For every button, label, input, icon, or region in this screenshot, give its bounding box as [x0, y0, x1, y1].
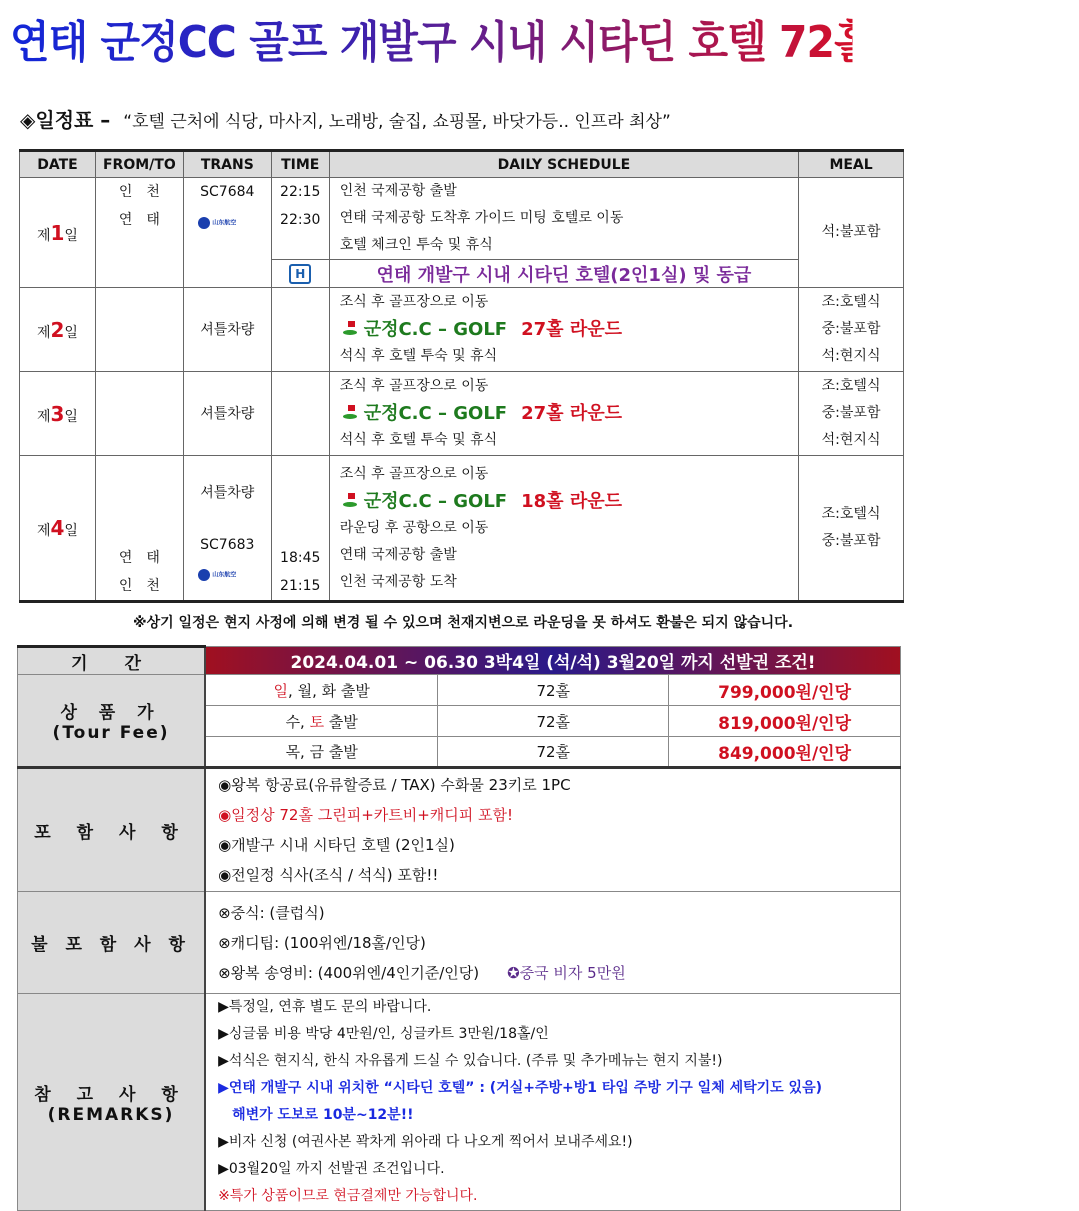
day4-meal: 조:호텔식 중:불포함 — [799, 456, 904, 602]
day2-label: 제2일 — [20, 288, 96, 372]
day4-fromto: 연 태 인 천 — [95, 456, 183, 602]
col-meal: MEAL — [799, 151, 904, 178]
col-date: DATE — [20, 151, 96, 178]
day3-time — [271, 372, 329, 456]
price-days-1: 일, 월, 화 출발 — [205, 675, 438, 706]
day1-hotel: 연태 개발구 시내 시타딘 호텔(2인1실) 및 동급 — [329, 260, 798, 288]
price-table — [17, 645, 901, 1211]
hotel-icon: H — [289, 264, 311, 284]
airline-logo: 山东航空 — [198, 217, 256, 235]
day1-time: 22:15 22:30 — [271, 178, 329, 260]
day1-schedule: 인천 국제공항 출발 연태 국제공항 도착후 가이드 미팅 호텔로 이동 호텔 체크인 투숙 및 휴식 — [329, 178, 798, 260]
price-amount-3: 849,000원/인당 — [669, 737, 901, 768]
excludes-label: 불 포 함 사 항 — [18, 892, 206, 994]
excludes-list: ⊗중식: (클럽식) ⊗캐디팁: (100위엔/18홀/인당) ⊗왕복 송영비: (400위엔/4인기준/인당) ✪중국 비자 5만원 — [205, 892, 900, 994]
period-value: 2024.04.01 ~ 06.30 3박4일 (석/석) 3월20일 까지 선발권 조건! — [205, 647, 900, 675]
price-row-1 — [18, 675, 901, 706]
day3-trans: 셔틀차량 — [183, 372, 271, 456]
day1-trans: SC7684 山东航空 — [183, 178, 271, 288]
col-schedule: DAILY SCHEDULE — [329, 151, 798, 178]
day2-row — [20, 288, 904, 372]
hotel-icon-cell — [271, 260, 329, 288]
price-amount-2: 819,000원/인당 — [669, 706, 901, 737]
schedule-label: ◈일정표 – — [20, 108, 111, 132]
day3-meal: 조:호텔식 중:불포함 석:현지식 — [799, 372, 904, 456]
day1-label: 제1일 — [20, 178, 96, 288]
day4-time: 18:45 21:15 — [271, 456, 329, 602]
day3-schedule: 조식 후 골프장으로 이동 군정C.C – GOLF 27홀 라운드 석식 후 호텔 투숙 및 휴식 — [329, 372, 798, 456]
itinerary-table — [19, 149, 904, 603]
day2-meal: 조:호텔식 중:불포함 석:현지식 — [799, 288, 904, 372]
price-holes-3: 72홀 — [438, 737, 669, 768]
includes-label: 포 함 사 항 — [18, 768, 206, 892]
notice-text: ※상기 일정은 현지 사정에 의해 변경 될 수 있으며 천재지변으로 라운딩을 못 하셔도 환불은 되지 않습니다. — [132, 615, 794, 631]
day2-fromto — [95, 288, 183, 372]
includes-list: ◉왕복 항공료(유류할증료 / TAX) 수화물 23키로 1PC ◉일정상 72홀 그린피+카트비+캐디피 포함! ◉개발구 시내 시타딘 호텔 (2인1실) ◉전일정 식사(조식 / 석식) 포함!! — [205, 768, 900, 892]
col-time: TIME — [271, 151, 329, 178]
day1-row — [20, 178, 904, 260]
golf-flag-icon — [340, 321, 358, 337]
page-title: 연태 군정CC 골프 개발구 시내 시타딘 호텔 72홀 특별라운드 — [10, 6, 853, 72]
day1-fromto: 인 천 연 태 — [95, 178, 183, 288]
day3-row — [20, 372, 904, 456]
day4-trans: 셔틀차량 SC7683 山东航空 — [183, 456, 271, 602]
day1-meal: 석:불포함 — [799, 178, 904, 288]
schedule-quote: “호텔 근처에 식당, 마사지, 노래방, 술집, 쇼핑몰, 바닷가등.. 인프라 최상” — [123, 112, 671, 132]
golf-flag-icon — [340, 493, 358, 509]
period-label: 기 간 — [18, 647, 206, 675]
price-label: 상 품 가 (Tour Fee) — [18, 675, 206, 768]
price-holes-2: 72홀 — [438, 706, 669, 737]
day3-fromto — [95, 372, 183, 456]
col-trans: TRANS — [183, 151, 271, 178]
day2-time — [271, 288, 329, 372]
schedule-heading — [20, 104, 671, 133]
price-days-3: 목, 금 출발 — [205, 737, 438, 768]
remarks-list: ▶특정일, 연휴 별도 문의 바랍니다. ▶싱글룸 비용 박당 4만원/인, 싱글카트 3만원/18홀/인 ▶석식은 현지식, 한식 자유롭게 드실 수 있습니다. (주류 및 추가메뉴는 현지 지불!) ▶연태 개발구 시내 위치한 “시타딘 호텔” : (거실+주방+방1 타입 주방 기구 일체 세탁기도 있음) 해변가 도보로 10분~12분!! ▶비자 신청 (여권사본 꽉차게 위아래 다 나오게 찍어서 보내주세요!) ▶03월20일 까지 선발권 조건입니다. ※특가 상품이므로 현금결제만 가능합니다. — [205, 994, 900, 1211]
col-fromto: FROM/TO — [95, 151, 183, 178]
golf-flag-icon — [340, 405, 358, 421]
day3-label: 제3일 — [20, 372, 96, 456]
price-holes-1: 72홀 — [438, 675, 669, 706]
day2-trans: 셔틀차량 — [183, 288, 271, 372]
day4-schedule: 조식 후 골프장으로 이동 군정C.C – GOLF 18홀 라운드 라운딩 후 공항으로 이동 연태 국제공항 출발 인천 국제공항 도착 — [329, 456, 798, 602]
airline-logo: 山东航空 — [198, 569, 256, 587]
day4-label: 제4일 — [20, 456, 96, 602]
day2-schedule: 조식 후 골프장으로 이동 군정C.C – GOLF 27홀 라운드 석식 후 호텔 투숙 및 휴식 — [329, 288, 798, 372]
price-days-2: 수, 토 출발 — [205, 706, 438, 737]
day4-row — [20, 456, 904, 602]
remarks-label: 참 고 사 항 (REMARKS) — [18, 994, 206, 1211]
price-amount-1: 799,000원/인당 — [669, 675, 901, 706]
